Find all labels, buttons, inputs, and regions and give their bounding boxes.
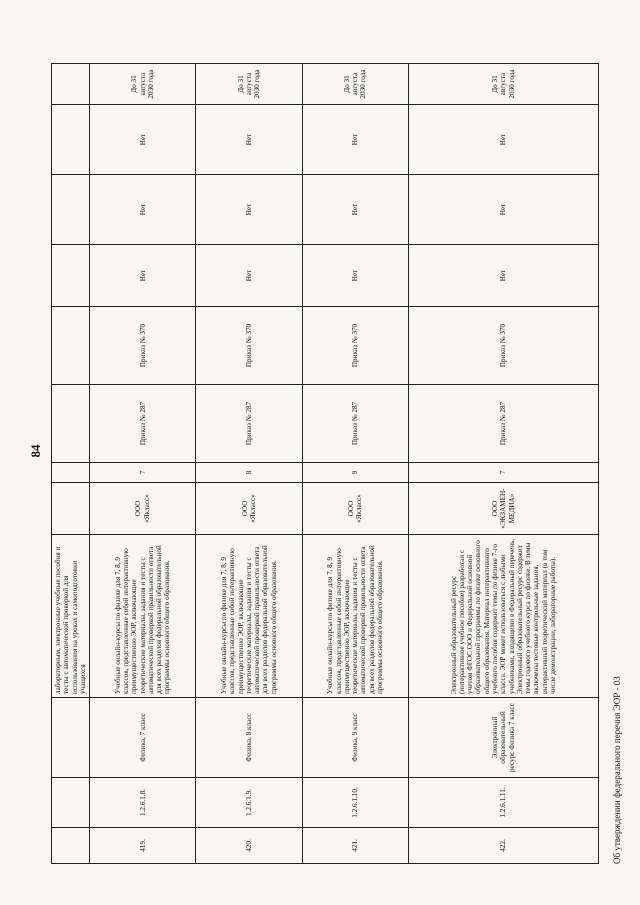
row-number: 420. [196, 828, 302, 864]
row-name: Электронный образовательный ресурс Физика 7 класс [408, 698, 598, 778]
rotated-table-container [51, 64, 599, 864]
row-flag-2: Нет [302, 175, 408, 245]
row-term: До 31 августа 2030 года [196, 64, 302, 105]
row-description: Учебные онлайн-курсы по физике для 7, 8, 9 классов, представленные собой интерактивную преимущественно ЭОР, включающие теоретические материалы, задания и тесты с автоматической проверкой правильности ответа для всех разделов федеральной образовательной программы основного общего образования. [196, 535, 302, 698]
document-footer [602, 64, 632, 864]
table-row [196, 64, 302, 864]
row-description: Учебные онлайн-курсы по физике для 7, 8, 9 классов, представленные собой интерактивную преимущественно ЭОР, включающие теоретические материалы, задания и тесты с автоматической проверкой правильности ответа для всех разделов федеральной образовательной программы основного общего образования. [90, 535, 196, 698]
table-row [408, 64, 598, 864]
row-term: До 31 августа 2030 года [302, 64, 408, 105]
row-order-1: Приказ № 287 [90, 385, 196, 463]
row-name: Физика, 7 класс [90, 698, 196, 778]
row-flag-1: Нет [196, 245, 302, 307]
row-code: 1.2.6.1.9. [196, 778, 302, 828]
row-order-1: Приказ № 287 [196, 385, 302, 463]
row-code: 1.2.6.1.10. [302, 778, 408, 828]
row-organization: ООО «Якласс» [302, 483, 408, 535]
row-code: 1.2.6.1.8. [90, 778, 196, 828]
row-description: Электронный образовательный ресурс (интерактивное учебное пособие) разработан с учетом ФГОС ООО и Федеральной основной образовательной программы по физике основного общего образования. Материал интерактивного учебного пособия содержит темы по физике 7-го класса. ЭОР может использоваться с любыми учебниками, входящими в Федеральный перечень. Электронный образовательный ресурс содержит темы годового учебного курса по физике. В темы включены тестовые контрольные задания, интерактивный теоретический материал (в том числе демонстрации, лабораторные работы). [408, 535, 598, 698]
row-organization: ООО «Якласс» [90, 483, 196, 535]
row-flag-1: Нет [90, 245, 196, 307]
row-name: Физика, 9 класс [302, 698, 408, 778]
row-flag-3: Нет [90, 105, 196, 175]
eor-register-table [51, 63, 599, 864]
row-flag-1: Нет [302, 245, 408, 307]
row-order-1: Приказ № 287 [408, 385, 598, 463]
row-order-2: Приказ № 370 [196, 307, 302, 385]
row-organization: ООО «Якласс» [196, 483, 302, 535]
row-number: 422. [408, 828, 598, 864]
page-number: 84 [28, 444, 43, 458]
row-number: 419. [90, 828, 196, 864]
row-order-2: Приказ № 370 [408, 307, 598, 385]
row-flag-2: Нет [408, 175, 598, 245]
row-order-1: Приказ № 287 [302, 385, 408, 463]
row-flag-3: Нет [196, 105, 302, 175]
table-row-continuation [52, 64, 90, 864]
row-grade: 7 [408, 463, 598, 483]
row-description: Учебные онлайн-курсы по физике для 7, 8, 9 классов, представленные собой интерактивную преимущественно ЭОР, включающие теоретические материалы, задания и тесты с автоматической проверкой правильности ответа для всех разделов федеральной образовательной программы основного общего образования. [302, 535, 408, 698]
row-organization: ООО «ЭКЗАМЕН-МЕДИА» [408, 483, 598, 535]
row-flag-3: Нет [302, 105, 408, 175]
row-flag-1: Нет [408, 245, 598, 307]
row-grade: 9 [302, 463, 408, 483]
footer-text: Об утверждении федерального перечня ЭОР - 03 [612, 676, 622, 864]
continuation-text: лабораторным, электронные учебные пособия и тесты с автоматической проверкой для использования на уроках и самоподготовки учащихся [52, 535, 90, 698]
row-order-2: Приказ № 370 [302, 307, 408, 385]
row-number: 421. [302, 828, 408, 864]
table-row [302, 64, 408, 864]
row-term: До 31 августа 2030 года [408, 64, 598, 105]
row-code: 1.2.6.1.11. [408, 778, 598, 828]
row-term: До 31 августа 2030 года [90, 64, 196, 105]
row-grade: 7 [90, 463, 196, 483]
row-grade: 8 [196, 463, 302, 483]
row-flag-3: Нет [408, 105, 598, 175]
row-order-2: Приказ № 370 [90, 307, 196, 385]
row-flag-2: Нет [90, 175, 196, 245]
table-row [90, 64, 196, 864]
row-name: Физика, 8 класс [196, 698, 302, 778]
row-flag-2: Нет [196, 175, 302, 245]
